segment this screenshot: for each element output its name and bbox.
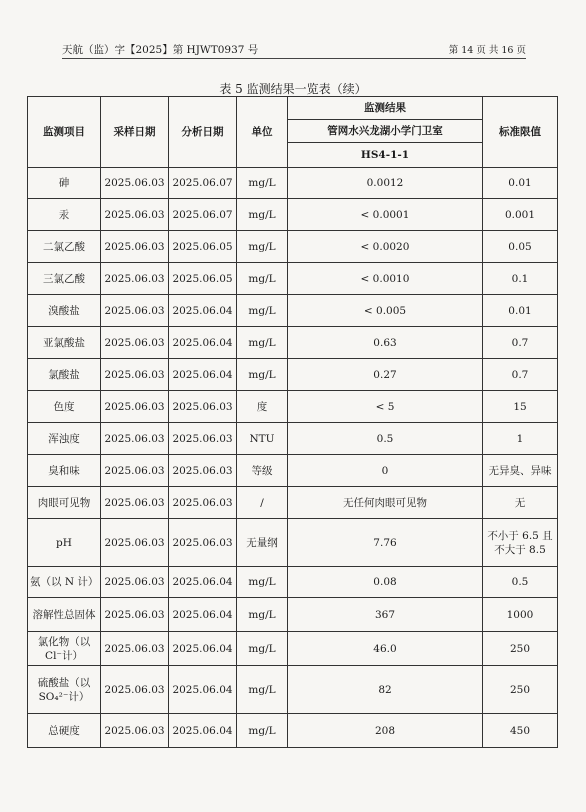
table-row bbox=[28, 295, 558, 327]
cell-item: pH bbox=[28, 519, 101, 567]
cell-result: < 0.0001 bbox=[288, 199, 483, 231]
cell-item: 汞 bbox=[28, 199, 101, 231]
cell-unit: 度 bbox=[237, 391, 288, 423]
table-row bbox=[28, 327, 558, 359]
cell-limit: 0.01 bbox=[483, 295, 558, 327]
cell-sample-date: 2025.06.03 bbox=[101, 359, 169, 391]
cell-result: 0.5 bbox=[288, 423, 483, 455]
col-header-unit: 单位 bbox=[237, 97, 288, 168]
table-row bbox=[28, 632, 558, 666]
cell-limit: 250 bbox=[483, 632, 558, 666]
cell-unit: mg/L bbox=[237, 598, 288, 632]
cell-unit: mg/L bbox=[237, 359, 288, 391]
cell-result: < 0.005 bbox=[288, 295, 483, 327]
cell-unit: NTU bbox=[237, 423, 288, 455]
cell-item: 氯化物（以 Cl⁻计） bbox=[28, 632, 101, 666]
cell-result: < 0.0010 bbox=[288, 263, 483, 295]
cell-analysis-date: 2025.06.03 bbox=[169, 519, 237, 567]
document-number: 天航（监）字【2025】第 HJWT0937 号 bbox=[62, 44, 259, 56]
cell-item: 肉眼可见物 bbox=[28, 487, 101, 519]
cell-analysis-date: 2025.06.04 bbox=[169, 714, 237, 748]
cell-unit: mg/L bbox=[237, 231, 288, 263]
cell-item: 三氯乙酸 bbox=[28, 263, 101, 295]
cell-unit: mg/L bbox=[237, 714, 288, 748]
cell-analysis-date: 2025.06.04 bbox=[169, 295, 237, 327]
table-row bbox=[28, 391, 558, 423]
table-row bbox=[28, 487, 558, 519]
cell-item: 二氯乙酸 bbox=[28, 231, 101, 263]
cell-sample-date: 2025.06.03 bbox=[101, 423, 169, 455]
cell-analysis-date: 2025.06.03 bbox=[169, 391, 237, 423]
cell-analysis-date: 2025.06.05 bbox=[169, 231, 237, 263]
table-row bbox=[28, 567, 558, 598]
table-row bbox=[28, 359, 558, 391]
cell-analysis-date: 2025.06.04 bbox=[169, 359, 237, 391]
cell-item: 氯酸盐 bbox=[28, 359, 101, 391]
cell-sample-date: 2025.06.03 bbox=[101, 168, 169, 199]
table-title: 表 5 监测结果一览表（续） bbox=[219, 82, 367, 96]
cell-result: 0.08 bbox=[288, 567, 483, 598]
cell-sample-date: 2025.06.03 bbox=[101, 231, 169, 263]
cell-limit: 0.5 bbox=[483, 567, 558, 598]
col-header-item: 监测项目 bbox=[28, 97, 101, 168]
results-table bbox=[27, 96, 558, 748]
cell-sample-date: 2025.06.03 bbox=[101, 455, 169, 487]
cell-result: 82 bbox=[288, 666, 483, 714]
cell-limit: 15 bbox=[483, 391, 558, 423]
cell-item: 臭和味 bbox=[28, 455, 101, 487]
page-number: 第 14 页 共 16 页 bbox=[448, 45, 526, 56]
cell-result: 0.63 bbox=[288, 327, 483, 359]
cell-result: < 0.0020 bbox=[288, 231, 483, 263]
cell-analysis-date: 2025.06.03 bbox=[169, 455, 237, 487]
cell-limit: 450 bbox=[483, 714, 558, 748]
cell-result: 7.76 bbox=[288, 519, 483, 567]
table-row bbox=[28, 714, 558, 748]
cell-unit: mg/L bbox=[237, 666, 288, 714]
cell-limit: 0.01 bbox=[483, 168, 558, 199]
cell-limit: 250 bbox=[483, 666, 558, 714]
cell-limit: 0.1 bbox=[483, 263, 558, 295]
cell-limit: 1 bbox=[483, 423, 558, 455]
cell-result: 0 bbox=[288, 455, 483, 487]
cell-sample-date: 2025.06.03 bbox=[101, 199, 169, 231]
cell-limit: 无异臭、异味 bbox=[483, 455, 558, 487]
cell-analysis-date: 2025.06.04 bbox=[169, 666, 237, 714]
cell-analysis-date: 2025.06.04 bbox=[169, 567, 237, 598]
cell-analysis-date: 2025.06.07 bbox=[169, 168, 237, 199]
table-row bbox=[28, 519, 558, 567]
cell-sample-date: 2025.06.03 bbox=[101, 391, 169, 423]
cell-result: < 5 bbox=[288, 391, 483, 423]
cell-result: 46.0 bbox=[288, 632, 483, 666]
cell-limit: 0.7 bbox=[483, 327, 558, 359]
cell-sample-date: 2025.06.03 bbox=[101, 295, 169, 327]
cell-item: 色度 bbox=[28, 391, 101, 423]
cell-result: 0.27 bbox=[288, 359, 483, 391]
cell-analysis-date: 2025.06.04 bbox=[169, 632, 237, 666]
col-header-analysis-date: 分析日期 bbox=[169, 97, 237, 168]
cell-analysis-date: 2025.06.03 bbox=[169, 423, 237, 455]
table-row bbox=[28, 168, 558, 199]
table-row bbox=[28, 666, 558, 714]
cell-unit: 无量纲 bbox=[237, 519, 288, 567]
cell-limit: 0.7 bbox=[483, 359, 558, 391]
cell-unit: mg/L bbox=[237, 168, 288, 199]
cell-item: 浑浊度 bbox=[28, 423, 101, 455]
cell-item: 氨（以 N 计） bbox=[28, 567, 101, 598]
cell-analysis-date: 2025.06.03 bbox=[169, 487, 237, 519]
cell-unit: mg/L bbox=[237, 199, 288, 231]
cell-unit: mg/L bbox=[237, 263, 288, 295]
cell-sample-date: 2025.06.03 bbox=[101, 714, 169, 748]
cell-unit: / bbox=[237, 487, 288, 519]
cell-analysis-date: 2025.06.05 bbox=[169, 263, 237, 295]
table-row bbox=[28, 231, 558, 263]
cell-limit: 0.05 bbox=[483, 231, 558, 263]
cell-analysis-date: 2025.06.04 bbox=[169, 327, 237, 359]
cell-sample-date: 2025.06.03 bbox=[101, 487, 169, 519]
cell-analysis-date: 2025.06.07 bbox=[169, 199, 237, 231]
cell-sample-date: 2025.06.03 bbox=[101, 519, 169, 567]
cell-limit: 无 bbox=[483, 487, 558, 519]
cell-result: 208 bbox=[288, 714, 483, 748]
cell-limit: 0.001 bbox=[483, 199, 558, 231]
cell-sample-date: 2025.06.03 bbox=[101, 598, 169, 632]
col-header-sample-code: HS4-1-1 bbox=[288, 143, 483, 168]
cell-unit: mg/L bbox=[237, 567, 288, 598]
cell-result: 367 bbox=[288, 598, 483, 632]
cell-item: 溶解性总固体 bbox=[28, 598, 101, 632]
cell-sample-date: 2025.06.03 bbox=[101, 666, 169, 714]
cell-sample-date: 2025.06.03 bbox=[101, 567, 169, 598]
cell-item: 硫酸盐（以 SO₄²⁻计） bbox=[28, 666, 101, 714]
page-header bbox=[62, 42, 526, 59]
cell-sample-date: 2025.06.03 bbox=[101, 632, 169, 666]
table-row bbox=[28, 263, 558, 295]
col-header-limit: 标准限值 bbox=[483, 97, 558, 168]
table-row bbox=[28, 423, 558, 455]
cell-unit: mg/L bbox=[237, 295, 288, 327]
cell-item: 亚氯酸盐 bbox=[28, 327, 101, 359]
table-row bbox=[28, 199, 558, 231]
col-header-sample-date: 采样日期 bbox=[101, 97, 169, 168]
table-row bbox=[28, 598, 558, 632]
cell-result: 0.0012 bbox=[288, 168, 483, 199]
cell-unit: mg/L bbox=[237, 632, 288, 666]
cell-item: 砷 bbox=[28, 168, 101, 199]
cell-result: 无任何肉眼可见物 bbox=[288, 487, 483, 519]
table-row bbox=[28, 455, 558, 487]
cell-item: 总硬度 bbox=[28, 714, 101, 748]
cell-analysis-date: 2025.06.04 bbox=[169, 598, 237, 632]
cell-limit: 1000 bbox=[483, 598, 558, 632]
cell-item: 溴酸盐 bbox=[28, 295, 101, 327]
cell-limit: 不小于 6.5 且不大于 8.5 bbox=[483, 519, 558, 567]
col-header-result: 监测结果 bbox=[288, 97, 483, 120]
cell-unit: 等级 bbox=[237, 455, 288, 487]
cell-unit: mg/L bbox=[237, 327, 288, 359]
cell-sample-date: 2025.06.03 bbox=[101, 263, 169, 295]
col-header-location: 管网水兴龙湖小学门卫室 bbox=[288, 120, 483, 143]
cell-sample-date: 2025.06.03 bbox=[101, 327, 169, 359]
